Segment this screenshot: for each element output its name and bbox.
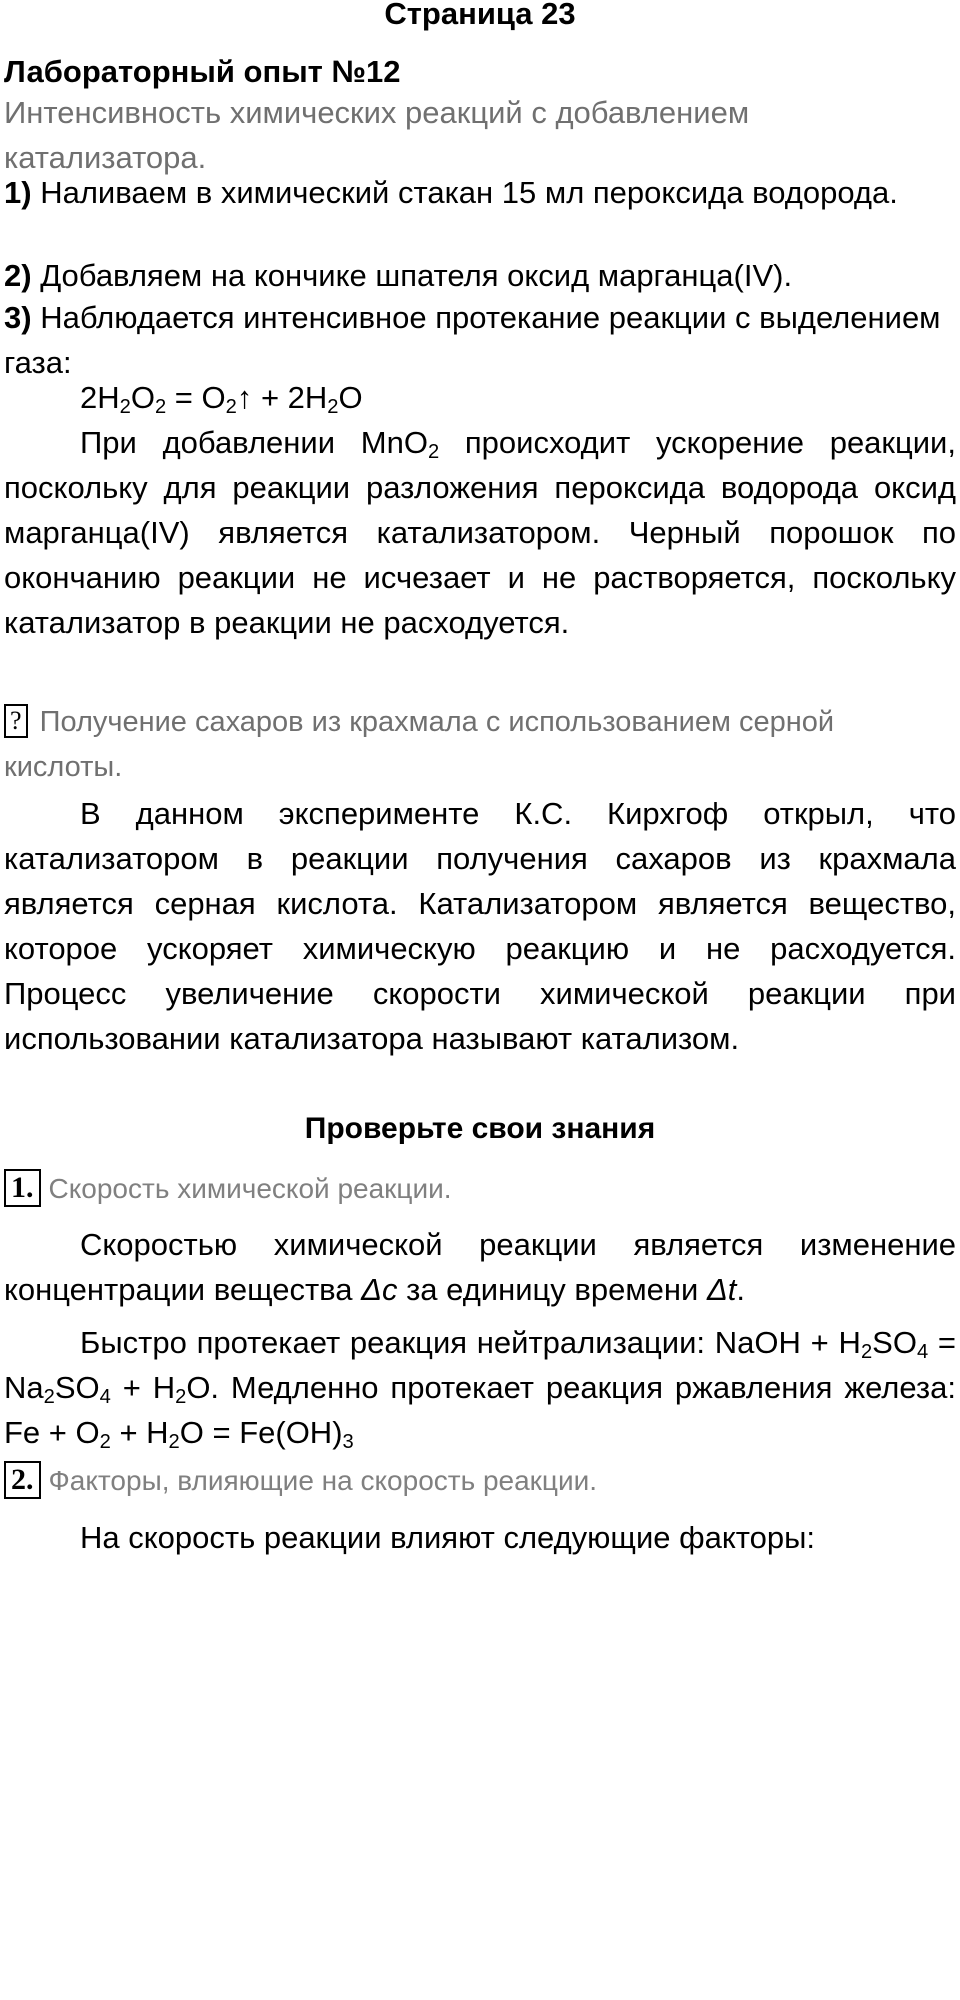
check-item-2-header xyxy=(4,1458,956,1503)
question-title: Получение сахаров из крахмала с использованием серной кислоты. xyxy=(4,706,835,783)
check-item-1-paragraph-2: Быстро протекает реакция нейтрализации: NaOH + $H_2SO_4 = Na_2SO_4 + H_2O$. Медленно протекает реакция ржавления железа: $Fe + O_2 + H_2O = Fe(OH)_3$ xyxy=(4,1325,957,1454)
lab-step-2 xyxy=(4,253,956,298)
lab-step-1 xyxy=(4,170,956,215)
question-answer: В данном эксперименте К.С. Кирхгоф открыл, что катализатором в реакции получения сахаров из крахмала является серная кислота. Катализатором является вещество, которое ускоряет химическую реакцию и не расходуется. Процесс увеличение скорости химической реакции при использовании катализатора называют катализом. xyxy=(4,796,956,1056)
step-text: Добавляем на кончике шпателя оксид марганца(IV). xyxy=(31,258,793,293)
check-item-1-title: Скорость химической реакции. xyxy=(48,1173,452,1204)
question-header xyxy=(4,700,956,790)
question-mark-icon: ? xyxy=(4,704,28,738)
lab-step-3 xyxy=(4,295,956,385)
step-number: 2) xyxy=(4,258,32,293)
lab-subtitle: Интенсивность химических реакций с добавлением катализатора. xyxy=(4,95,750,175)
step-number: 3) xyxy=(4,300,32,335)
number-box: 2. xyxy=(4,1461,41,1499)
check-item-1-paragraph-1: Скоростью химической реакции является изменение концентрации вещества Δc за единицу времени Δt. xyxy=(4,1227,956,1307)
step-number: 1) xyxy=(4,175,32,210)
step-text: Наливаем в химический стакан 15 мл пероксида водорода. xyxy=(31,175,898,210)
lab-title: Лабораторный опыт №12 xyxy=(4,54,401,89)
lab-explanation: При добавлении MnO$_2$ происходит ускорение реакции, поскольку для реакции разложения пероксида водорода оксид марганца(IV) является катализатором. Черный порошок по окончанию реакции не исчезает и не растворяется, поскольку катализатор в реакции не расходуется. xyxy=(4,425,956,640)
number-box: 1. xyxy=(4,1169,41,1207)
check-item-1-header xyxy=(4,1166,956,1211)
check-heading: Проверьте свои знания xyxy=(304,1112,656,1145)
page-title: Страница 23 xyxy=(384,0,576,31)
check-item-2-paragraph-1: На скорость реакции влияют следующие факторы: xyxy=(80,1520,815,1555)
reaction-equation: $2H_2O_2$ = $O_2↑ + 2H_2O$ xyxy=(80,380,363,419)
check-item-2-title: Факторы, влияющие на скорость реакции. xyxy=(48,1465,598,1496)
step-text: Наблюдается интенсивное протекание реакции с выделением газа: xyxy=(4,300,941,380)
